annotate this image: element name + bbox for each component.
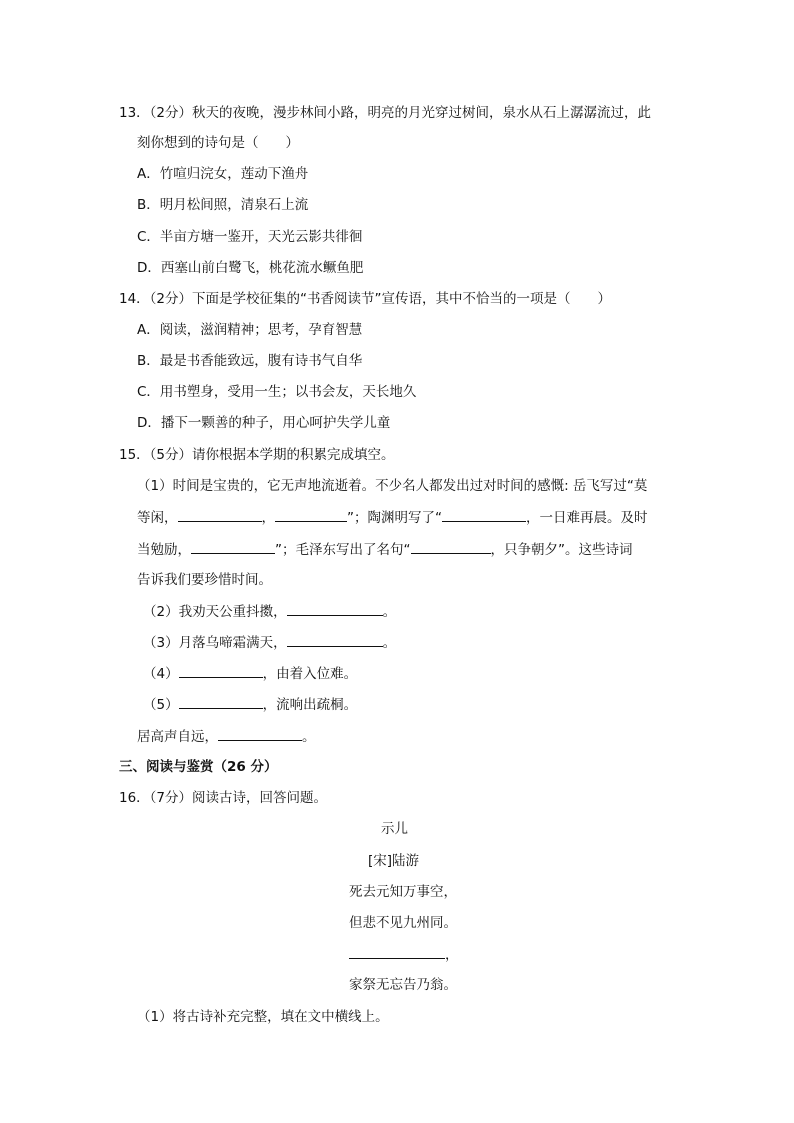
fill-blank[interactable]	[411, 540, 491, 554]
q14-option-d: D．播下一颗善的种子，用心呵护失学儿童	[137, 415, 391, 431]
text-segment: ，	[445, 947, 459, 963]
q15-part1-line4: 告诉我们要珍惜时间。	[137, 572, 272, 588]
text-segment: 居高声自远，	[137, 729, 218, 745]
text-segment: ，流响出疏桐。	[262, 697, 358, 713]
text-segment: （2）我劝天公重抖擞，	[143, 604, 287, 620]
q15-part1-line1: （1）时间是宝贵的，它无声地流逝着。不少名人都发出过对时间的感慨: 岳飞写过“莫	[137, 478, 648, 494]
poem-line-3	[349, 945, 459, 964]
q15-part2	[143, 602, 396, 621]
poem-line-1: 死去元知万事空，	[349, 884, 457, 900]
poem-line-4: 家祭无忘告乃翁。	[349, 977, 457, 993]
fill-blank[interactable]	[179, 664, 263, 678]
fill-blank[interactable]	[179, 695, 263, 709]
text-segment: ”；毛泽东写出了名句“	[275, 542, 411, 558]
q15-part4	[143, 664, 357, 683]
q16-sub1: （1）将古诗补充完整，填在文中横线上。	[137, 1009, 389, 1025]
q15-part1-line2	[137, 508, 648, 527]
fill-blank[interactable]	[287, 602, 383, 616]
fill-blank[interactable]	[191, 540, 275, 554]
text-segment: （4）	[143, 666, 179, 682]
poem-author: [宋]陆游	[368, 853, 420, 869]
q14-option-c: C．用书塑身，受用一生；以书会友，天长地久	[137, 384, 417, 400]
text-segment: ，	[261, 510, 275, 526]
q15-part1-line3	[137, 540, 633, 559]
q15-part5	[143, 695, 357, 714]
fill-blank[interactable]	[275, 508, 347, 522]
q14-option-a: A．阅读，滋润精神；思考，孕育智慧	[137, 322, 363, 338]
q15-part6	[137, 727, 316, 746]
fill-blank[interactable]	[218, 727, 302, 741]
q13-option-d: D．西塞山前白鹭飞，桃花流水鳜鱼肥	[137, 260, 364, 276]
q13-option-c: C．半亩方塘一鉴开，天光云影共徘徊	[137, 229, 363, 245]
poem-title: 示儿	[381, 821, 408, 837]
poem-line-2: 但悲不见九州同。	[349, 915, 457, 931]
q15-part3	[143, 633, 396, 652]
fill-blank[interactable]	[178, 508, 262, 522]
text-segment: 等闲，	[137, 510, 178, 526]
text-segment: ，由着入位难。	[262, 666, 358, 682]
text-segment: 当勉励，	[137, 542, 191, 558]
text-segment: ，一日难再晨。及时	[526, 510, 648, 526]
text-segment: 。	[302, 729, 316, 745]
q15-stem: 15．（5分）请你根据本学期的积累完成填空。	[119, 447, 395, 463]
q14-option-b: B．最是书香能致远，腹有诗书气自华	[137, 353, 363, 369]
text-segment: 。	[382, 635, 397, 651]
fill-blank[interactable]	[442, 508, 526, 522]
q14-stem: 14．（2分）下面是学校征集的“书香阅读节”宣传语，其中不恰当的一项是（ ）	[119, 291, 612, 307]
fill-blank[interactable]	[287, 633, 383, 647]
q13-stem-line2: 刻你想到的诗句是（ ）	[137, 135, 299, 151]
text-segment: ”；陶渊明写了“	[347, 510, 442, 526]
q16-stem: 16．（7分）阅读古诗，回答问题。	[119, 790, 328, 806]
fill-blank[interactable]	[349, 945, 445, 959]
text-segment: （5）	[143, 697, 179, 713]
q13-option-a: A．竹喧归浣女，莲动下渔舟	[137, 166, 309, 182]
text-segment: 。	[382, 604, 397, 620]
text-segment: ，只争朝夕”。这些诗词	[490, 542, 633, 558]
q13-stem-line1: 13．（2分）秋天的夜晚，漫步林间小路，明亮的月光穿过树间，泉水从石上潺潺流过，此	[119, 105, 652, 121]
text-segment: （3）月落乌啼霜满天，	[143, 635, 287, 651]
q13-option-b: B．明月松间照，清泉石上流	[137, 197, 309, 213]
section-heading: 三、阅读与鉴赏（26 分）	[119, 759, 278, 775]
